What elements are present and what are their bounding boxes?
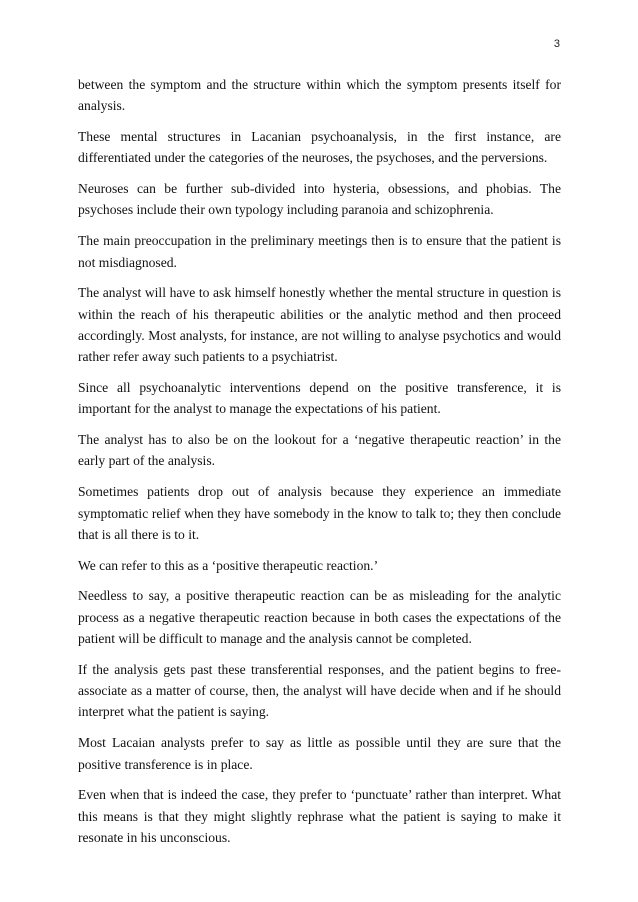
document-body — [78, 74, 561, 858]
paragraph-10: Needless to say, a positive therapeutic reaction can be as misleading for the analytic process as a negative therapeutic reaction because in both cases the expectations of the patient will be difficult to manage and the analysis cannot be completed. — [78, 588, 561, 647]
paragraph-6: Since all psychoanalytic interventions depend on the positive transference, it is important for the analyst to manage the expectations of his patient. — [78, 380, 561, 417]
page-number: 3 — [553, 38, 560, 50]
paragraph-9: We can refer to this as a ‘positive therapeutic reaction.’ — [78, 557, 379, 573]
paragraph-5: The analyst will have to ask himself honestly whether the mental structure in question is within the reach of his therapeutic abilities or the analytic method and then proceed accordingly. Most analysts, for instance, are not willing to analyse psychotics and would rather refer away such patients to a psychiatrist. — [78, 285, 561, 365]
paragraph-4: The main preoccupation in the preliminary meetings then is to ensure that the patient is not misdiagnosed. — [78, 233, 561, 270]
paragraph-1: between the symptom and the structure within which the symptom presents itself for analysis. — [78, 77, 561, 114]
paragraph-12: Most Lacaian analysts prefer to say as little as possible until they are sure that the positive transference is in place. — [78, 735, 561, 772]
paragraph-7: The analyst has to also be on the lookout for a ‘negative therapeutic reaction’ in the early part of the analysis. — [78, 432, 561, 469]
paragraph-11: If the analysis gets past these transferential responses, and the patient begins to free-associate as a matter of course, then, the analyst will have decide when and if he should interpret what the patient is saying. — [78, 661, 561, 720]
paragraph-2: These mental structures in Lacanian psychoanalysis, in the first instance, are differentiated under the categories of the neuroses, the psychoses, and the perversions. — [78, 129, 561, 166]
paragraph-13: Even when that is indeed the case, they prefer to ‘punctuate’ rather than interpret. What this means is that they might slightly rephrase what the patient is saying to make it resonate in his unconscious. — [78, 787, 561, 845]
paragraph-3: Neuroses can be further sub-divided into hysteria, obsessions, and phobias. The psychoses include their own typology including paranoia and schizophrenia. — [78, 181, 561, 218]
paragraph-8: Sometimes patients drop out of analysis because they experience an immediate symptomatic relief when they have somebody in the know to talk to; they then conclude that is all there is to it. — [78, 484, 561, 542]
